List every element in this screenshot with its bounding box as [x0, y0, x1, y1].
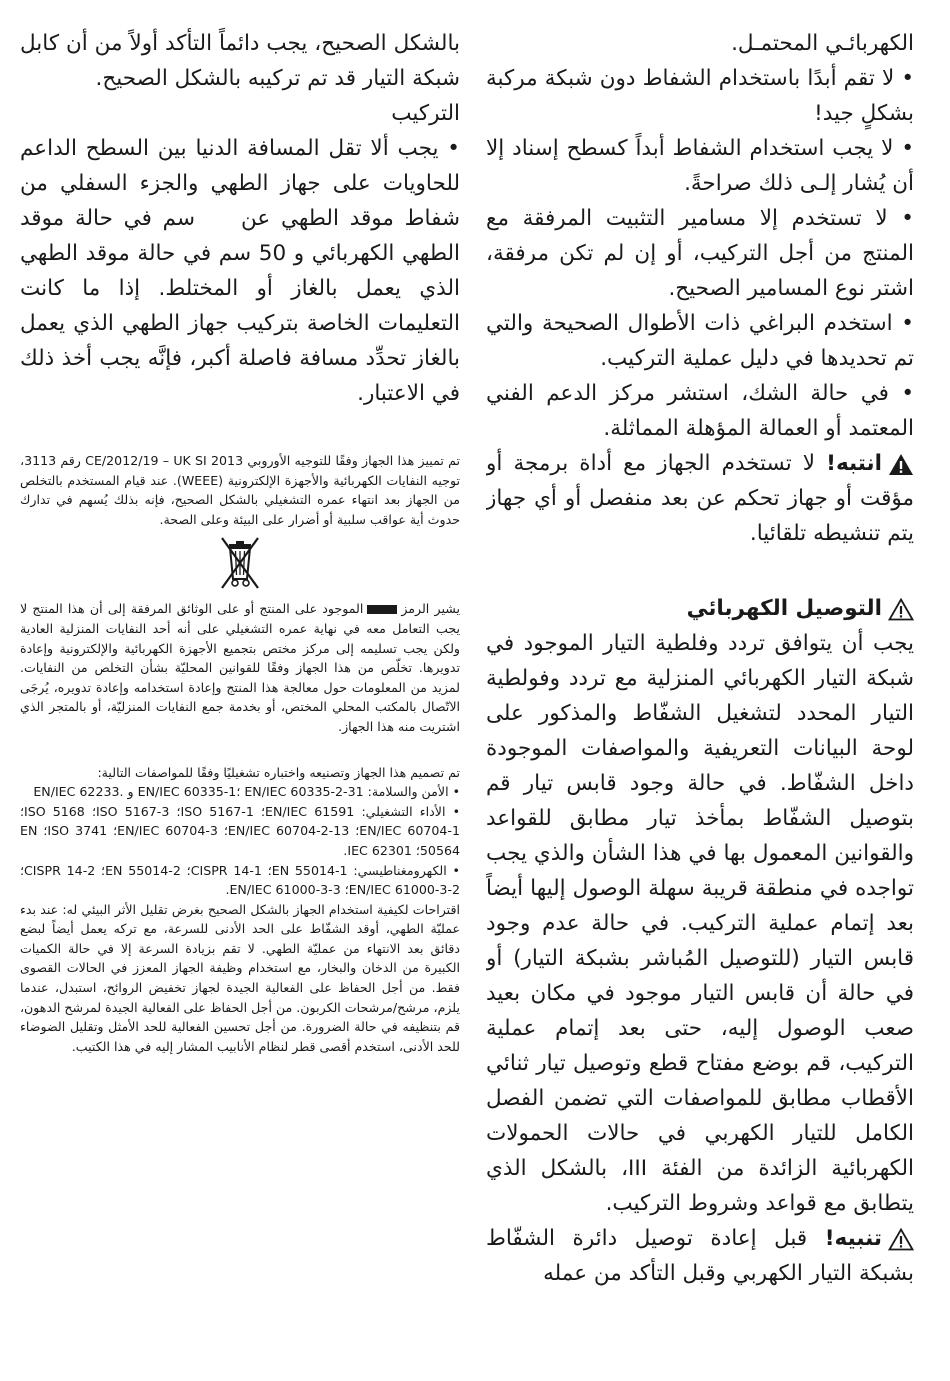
electrical-heading [486, 591, 914, 626]
safety-bullet-4: • استخدم البراغي ذات الأطوال الصحيحة والتي تم تحديدها في دليل عملية التركيب. [486, 311, 914, 371]
warning-label: تنبيه! [824, 1226, 882, 1251]
warning-text: قبل إعادة توصيل دائرة الشفّاط بشبكة التيار الكهربي وقبل التأكد من عمله [486, 1226, 914, 1286]
crossed-bin-icon [217, 535, 263, 591]
disposal-text [20, 599, 460, 736]
electrical-text: يجب أن يتوافق تردد وفلطية التيار الموجود في شبكة التيار الكهربائي المنزلية مع تردد وفولطية التيار المحدد لتشغيل الشفّاط والمذكور على لوحة البيانات التعريفية والمواصفات الموجودة داخل الشفّاط. في حالة وجود قابس تيار قم بتوصيل الشفّاط بمأخذ تيار مطابق للقواعد والقوانين المعمول بها في هذا الشأن والذي يجب تواجده في منطقة قريبة سهلة الوصول إليها أيضاً بعد إتمام عملية التركيب. في حالة عدم وجود قابس التيار (للتوصيل المُباشر بشبكة التيار) أو في حالة أن قابس التيار موجود في مكان بعيد صعب الوصول إليه، حتى بعد إتمام عملية التركيب، قم بوضع مفتاح قطع وتوصيل تيار ثنائي الأقطاب مطابق للمواصفات التي تضمن الفصل الكامل للتيار الكهربي في حالات الحمولات الكهربائية الزائدة من الفئة III، بالشكل الذي يتطابق مع قواعد وشروط التركيب. [486, 631, 914, 1216]
left-column [20, 26, 460, 1056]
emc-label: • الكهرومغناطيسي: [353, 862, 460, 878]
weee-directive-text: تم تمييز هذا الجهاز وفقًا للتوجيه الأوروبي CE/2012/19 – UK SI 2013 رقم 3113، توجيه النفايات الكهربائية والأجهزة الإلكترونية (WEEE). عند قيام المستخدم بالتخلص من الجهاز بعد انتهاء عمره التشغيلي بالشكل الصحيح، فإنه بذلك يُسهم في تدارك حدوث أية عواقب سلبية أو أضرار على البيئة وعلى الصحة. [20, 453, 460, 527]
warning-paragraph [486, 1221, 914, 1291]
safety-bullet-5: • في حالة الشك، استشر مركز الدعم الفني المعتمد أو العمالة المؤهلة المماثلة. [486, 381, 914, 441]
warning-triangle-icon [888, 453, 914, 476]
installation-heading: التركيب [391, 101, 460, 126]
warning-triangle-outline-icon [888, 598, 914, 621]
safety-bullet-1: • لا تقم أبدًا باستخدام الشفاط دون شبكة مركبة بشكلٍ جيد! [486, 66, 914, 126]
black-bar-symbol [367, 605, 397, 614]
installation-text-b: سم في حالة موقد الطهي الكهربائي و 50 سم في حالة موقد الطهي الذي يعمل بالغاز أو المختلط. إذا ما كانت التعليمات الخاصة بتركيب جهاز الطهي الذي يعمل بالغاز تحدِّد مسافة فاصلة أكبر، فإنَّه يجب أخذ ذلك في الاعتبار. [20, 206, 460, 406]
emc-standards [20, 861, 460, 900]
emc-standard-codes: EN 55014-1؛ CISPR 14-1؛ EN 55014-2؛ CISPR 14-2؛ EN/IEC 61000-3-2؛ EN/IEC 61000-3-3. [20, 862, 460, 898]
installation-text [20, 131, 460, 411]
eco-usage-text: اقتراحات لكيفية استخدام الجهاز بالشكل الصحيح بغرض تقليل الأثر البيئي له: عند بدء عمليّة الطهي، أوقد الشفّاط على الحد الأدنى للسرعة، مع تركه يعمل أيضاً لبضع دقائق بعد الانتهاء من عمليّة الطهي. لا تقم بزيادة السرعة إلا في حالة الكميات الكبيرة من الدخان والبخار، مع استخدام وظيفة الجهاز المعزز في الحالات القصوى فقط. من أجل الحفاظ على الفعالية الجيدة لجهاز تخفيض الروائح، استبدل، عندما يلزم، مرشح/مرشحات الكربون. من أجل الحفاظ على الفعالية الجيدة لمرشح الدهون، قم بتنظيفه في حالة الضرورة. من أجل تحسين الفعالية للحد الأمثل وتقليل الضوضاء للحد الأدنى، استخدم أقصى قطر لنظام الأنابيب المشار إليه في هذا الكتيب. [20, 901, 460, 1054]
safety-label: • الأمن والسلامة: [367, 784, 460, 800]
safety-and: و [127, 784, 134, 800]
safety-bullet-3: • لا تستخدم إلا مسامير التثبيت المرفقة مع المنتج من أجل التركيب، أو إن لم تكن مرفقة، اشتر نوع المسامير الصحيح. [486, 206, 914, 301]
weee-symbol [20, 535, 460, 595]
attention-label: انتبه! [826, 451, 882, 476]
symbol-text-b: الموجود على المنتج أو على الوثائق المرفقة إلى أن هذا المنتج لا يجب التعامل معه في نهاية عمره التشغيلي على أنه أحد النفايات المنزلية العادية ولكن يجب تسليمه إلى مركز مختص بتجميع الأجهزة الكهربائية والإلكترونية وإعادة تدويرها. تخلّص من هذا الجهاز وفقًا للقوانين المحليّة بشأن التخلص من النفايات. لمزيد من المعلومات حول معالجة هذا المنتج وإعادة استخدامه وإعادة تدويره، يُرجَى الاتّصال بالمكتب المحلي المختص، أو بخدمة جمع النفايات المنزليّة، أو بالمتجر الذي اشتريت منه هذا الجهاز. [20, 601, 460, 734]
intro-text: الكهربائـي المحتمـل. [731, 31, 914, 56]
continuation-text: بالشكل الصحيح، يجب دائماً التأكد أولاً من أن كابل شبكة التيار قد تم تركيبه بالشكل الصحيح. [20, 31, 460, 91]
performance-standard-codes: EN/IEC 61591؛ ISO 5167-1؛ ISO 5167-3؛ ISO 5168؛ EN/IEC 60704-1؛ EN/IEC 60704-2-13؛ EN/IEC 60704-3؛ ISO 3741؛ EN 50564؛ IEC 62301. [20, 803, 460, 858]
attention-paragraph [486, 446, 914, 551]
safety-bullet-2: • لا يجب استخدام الشفاط أبداً كسطح إسناد إلا أن يُشار إلـى ذلك صراحةً. [486, 136, 914, 196]
safety-standard-codes: EN/IEC 60335-1؛ EN/IEC 60335-2-31 [137, 784, 364, 800]
attention-text: لا تستخدم الجهاز مع أداة برمجة أو مؤقت أو جهاز تحكم عن بعد منفصل أو أي جهاز يتم تنشيطه تلقائيا. [486, 451, 914, 546]
safety-standard-codes-2: EN/IEC 62233. [33, 784, 124, 800]
right-column [486, 26, 914, 1291]
electrical-heading-text: التوصيل الكهربائي [686, 596, 882, 621]
safety-standards [20, 782, 460, 802]
installation-text-a: • يجب ألا تقل المسافة الدنيا بين السطح الداعم للحاويات على جهاز الطهي والجزء السفلي من شفاط موقد الطهي عن [20, 136, 460, 231]
performance-label: • الأداء التشغيلي: [361, 803, 460, 819]
design-intro: تم تصميم هذا الجهاز وتصنيعه واختباره تشغيليًا وفقًا للمواصفات التالية: [97, 764, 460, 780]
symbol-text-a: يشير الرمز [401, 601, 460, 617]
performance-standards [20, 802, 460, 861]
warning-triangle-outline-icon [888, 1228, 914, 1251]
